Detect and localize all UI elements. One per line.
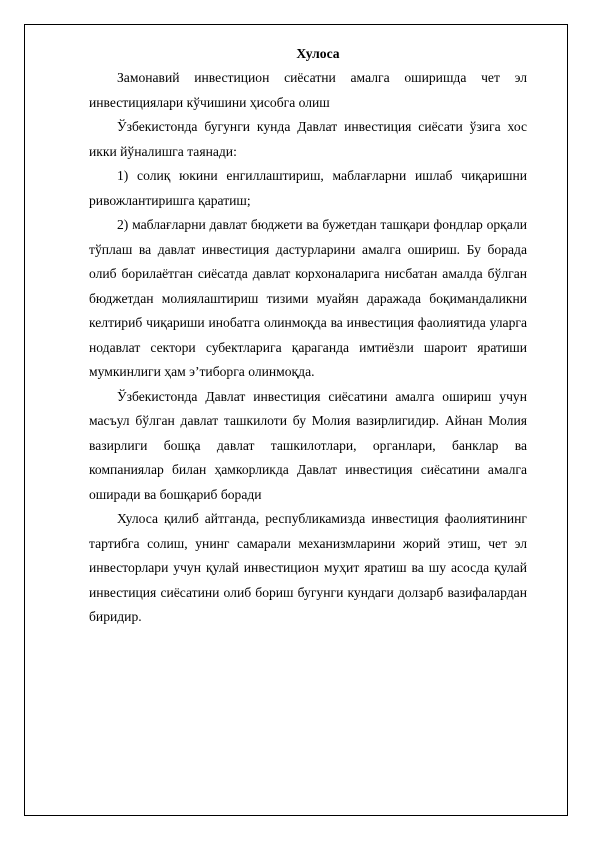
document-body	[89, 46, 527, 630]
paragraph-directions: Ўзбекистонда бугунги кунда Давлат инвестиция сиёсати ўзига хос икки йўналишга таянади:	[89, 119, 527, 159]
list-item-1: 1) солиқ юкини енгиллаштириш, маблағларни ишлаб чиқаришни ривожлантиришга қаратиш;	[89, 168, 527, 208]
paragraph-conclusion: Хулоса қилиб айтганда, республикамизда инвестиция фаолиятининг тартибга солиш, унинг самарали механизмларини жорий этиш, чет эл инвесторлари учун қулай инвестицион муҳит яратиш ва шу асосда қулай инвестиция сиёсатини олиб бориш бугунги кундаги долзарб вазифалардан биридир.	[89, 511, 527, 624]
paragraph-intro: Замонавий инвестицион сиёсатни амалга оширишда чет эл инвестициялари кўчишини ҳисобга олиш	[89, 70, 527, 110]
list-item-2: 2) маблағларни давлат бюджети ва бужетдан ташқари фондлар орқали тўплаш ва давлат инвестиция дастурларини амалга ошириш. Бу борада олиб борилаётган сиёсатда давлат корхоналарига нисбатан амалда бўлган бюджетдан молиялаштириш тизими муайян даражада боқимандаликни келтириб чиқариши инобатга олинмоқда ва инвестиция фаолиятида уларга нодавлат сектори субектларига қараганда имтиёзли шароит яратиши мумкинлиги ҳам э’тиборга олинмоқда.	[89, 217, 527, 379]
document-title: Хулоса	[296, 46, 340, 61]
paragraph-ministry: Ўзбекистонда Давлат инвестиция сиёсатини амалга ошириш учун масъул бўлган давлат ташкилоти бу Молия вазирлигидир. Айнан Молия вазирлиги бошқа давлат ташкилотлари, органлари, банклар ва компаниялар билан ҳамкорликда Давлат инвестиция сиёсатини амалга оширади ва бошқариб боради	[89, 388, 527, 502]
